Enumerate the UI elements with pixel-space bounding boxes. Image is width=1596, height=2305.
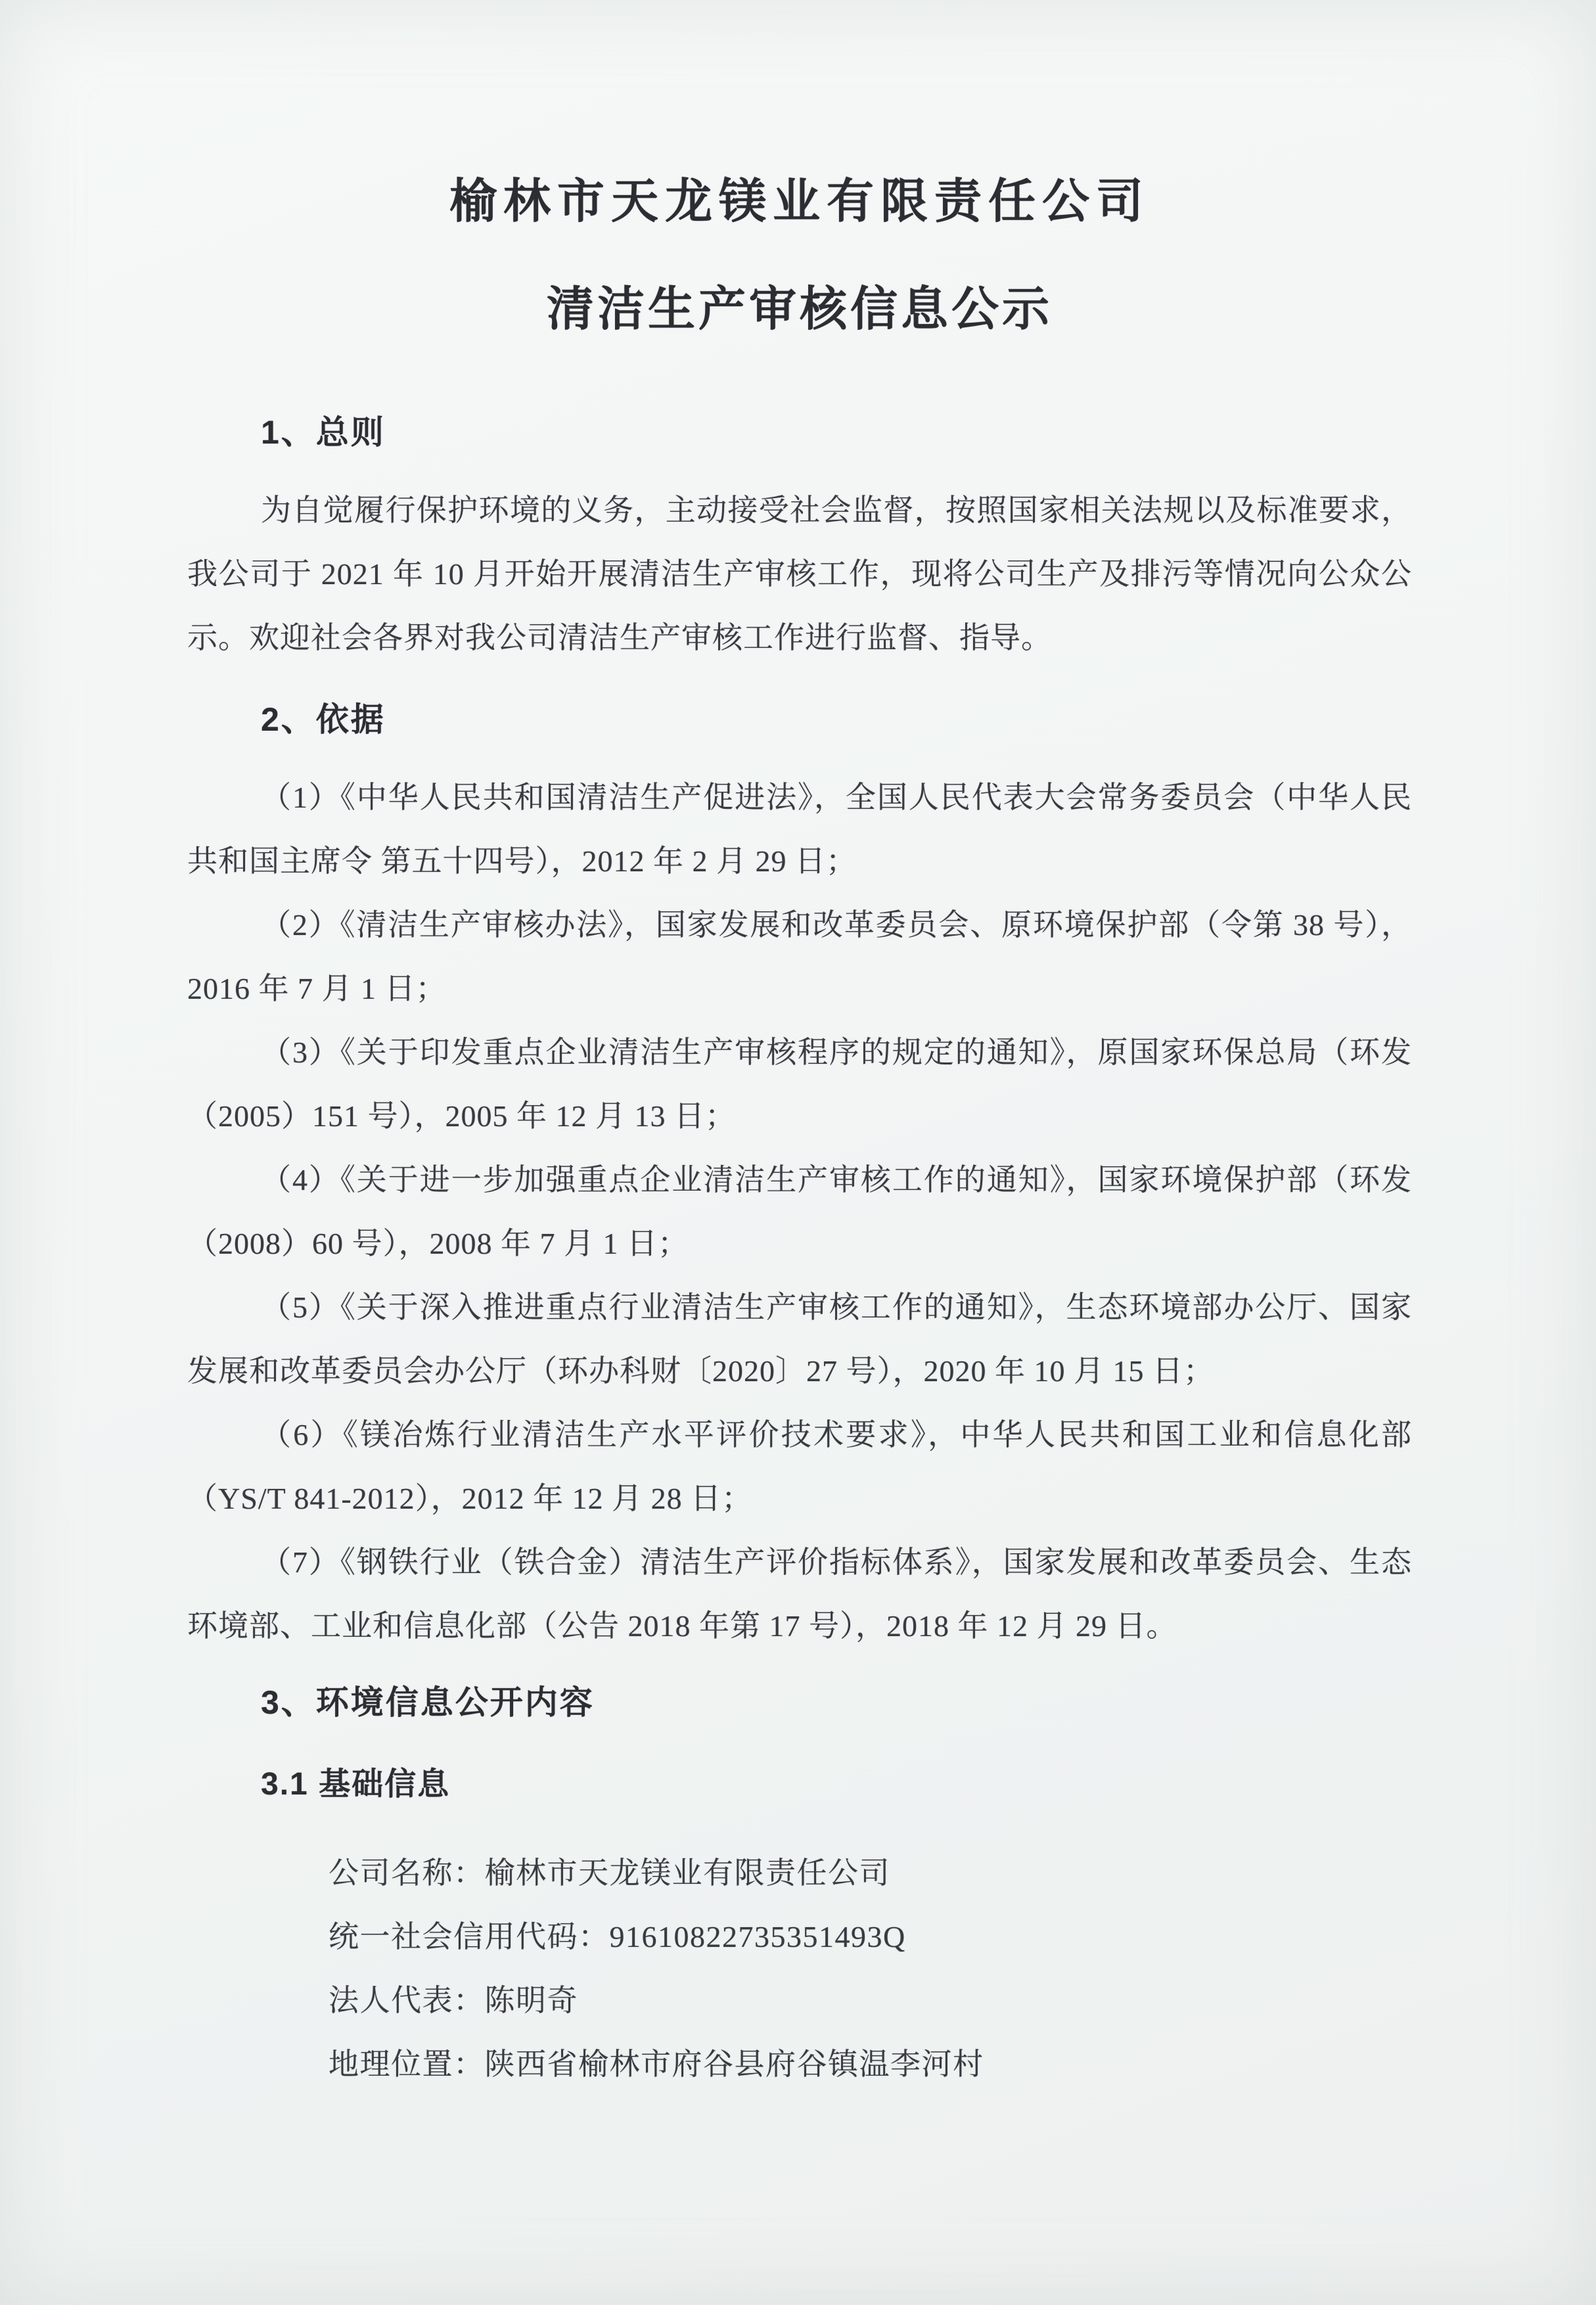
basis-item-6: （6）《镁冶炼行业清洁生产水平评价技术要求》，中华人民共和国工业和信息化部（YS/T 841-2012），2012 年 12 月 28 日； <box>187 1418 1412 1515</box>
info-row-legal-representative <box>187 1969 1412 2032</box>
section-heading-general-principles: 1、总则 <box>261 414 386 451</box>
basic-info-block <box>187 1841 1412 2096</box>
general-principles-paragraph: 为自觉履行保护环境的义务，主动接受社会监督，按照国家相关法规以及标准要求，我公司于 2021 年 10 月开始开展清洁生产审核工作，现将公司生产及排污等情况向公众公示。欢迎社会各界对我公司清洁生产审核工作进行监督、指导。 <box>187 493 1412 654</box>
info-value-company-name: 榆林市天龙镁业有限责任公司 <box>484 1856 890 1890</box>
info-label-location: 地理位置： <box>329 2047 485 2081</box>
basis-item-2: （2）《清洁生产审核办法》，国家发展和改革委员会、原环境保护部（令第 38 号），2016 年 7 月 1 日； <box>187 908 1412 1005</box>
basis-list <box>187 765 1412 1658</box>
info-value-location: 陕西省榆林市府谷县府谷镇温李河村 <box>484 2047 984 2081</box>
info-row-company-name <box>187 1841 1412 1905</box>
basis-item-3: （3）《关于印发重点企业清洁生产审核程序的规定的通知》，原国家环保总局（环发（2005）151 号），2005 年 12 月 13 日； <box>187 1036 1412 1133</box>
section-heading-environmental-disclosure: 3、环境信息公开内容 <box>261 1684 595 1721</box>
info-label-legal-representative: 法人代表： <box>329 1984 485 2017</box>
info-label-company-name: 公司名称： <box>329 1856 485 1890</box>
subsection-heading-basic-info: 3.1 基础信息 <box>261 1767 451 1802</box>
basis-item-4: （4）《关于进一步加强重点企业清洁生产审核工作的通知》，国家环境保护部（环发（2008）60 号），2008 年 7 月 1 日； <box>187 1163 1412 1260</box>
basis-item-1: （1）《中华人民共和国清洁生产促进法》，全国人民代表大会常务委员会（中华人民共和国主席令 第五十四号），2012 年 2 月 29 日； <box>187 781 1412 878</box>
info-row-location <box>187 2032 1412 2096</box>
info-row-credit-code <box>187 1905 1412 1969</box>
section-heading-basis: 2、依据 <box>261 701 386 738</box>
basis-item-7: （7）《钢铁行业（铁合金）清洁生产评价指标体系》，国家发展和改革委员会、生态环境部、工业和信息化部（公告 2018 年第 17 号），2018 年 12 月 29 日。 <box>187 1545 1412 1643</box>
document-title-line2: 清洁生产审核信息公示 <box>546 283 1053 336</box>
basis-item-5: （5）《关于深入推进重点行业清洁生产审核工作的通知》，生态环境部办公厅、国家发展和改革委员会办公厅（环办科财〔2020〕27 号），2020 年 10 月 15 日； <box>187 1290 1412 1388</box>
info-value-legal-representative: 陈明奇 <box>484 1984 578 2017</box>
info-value-credit-code: 91610822735351493Q <box>609 1920 906 1953</box>
info-label-credit-code: 统一社会信用代码： <box>329 1920 610 1953</box>
document-title-line1: 榆林市天龙镁业有限责任公司 <box>449 175 1150 228</box>
